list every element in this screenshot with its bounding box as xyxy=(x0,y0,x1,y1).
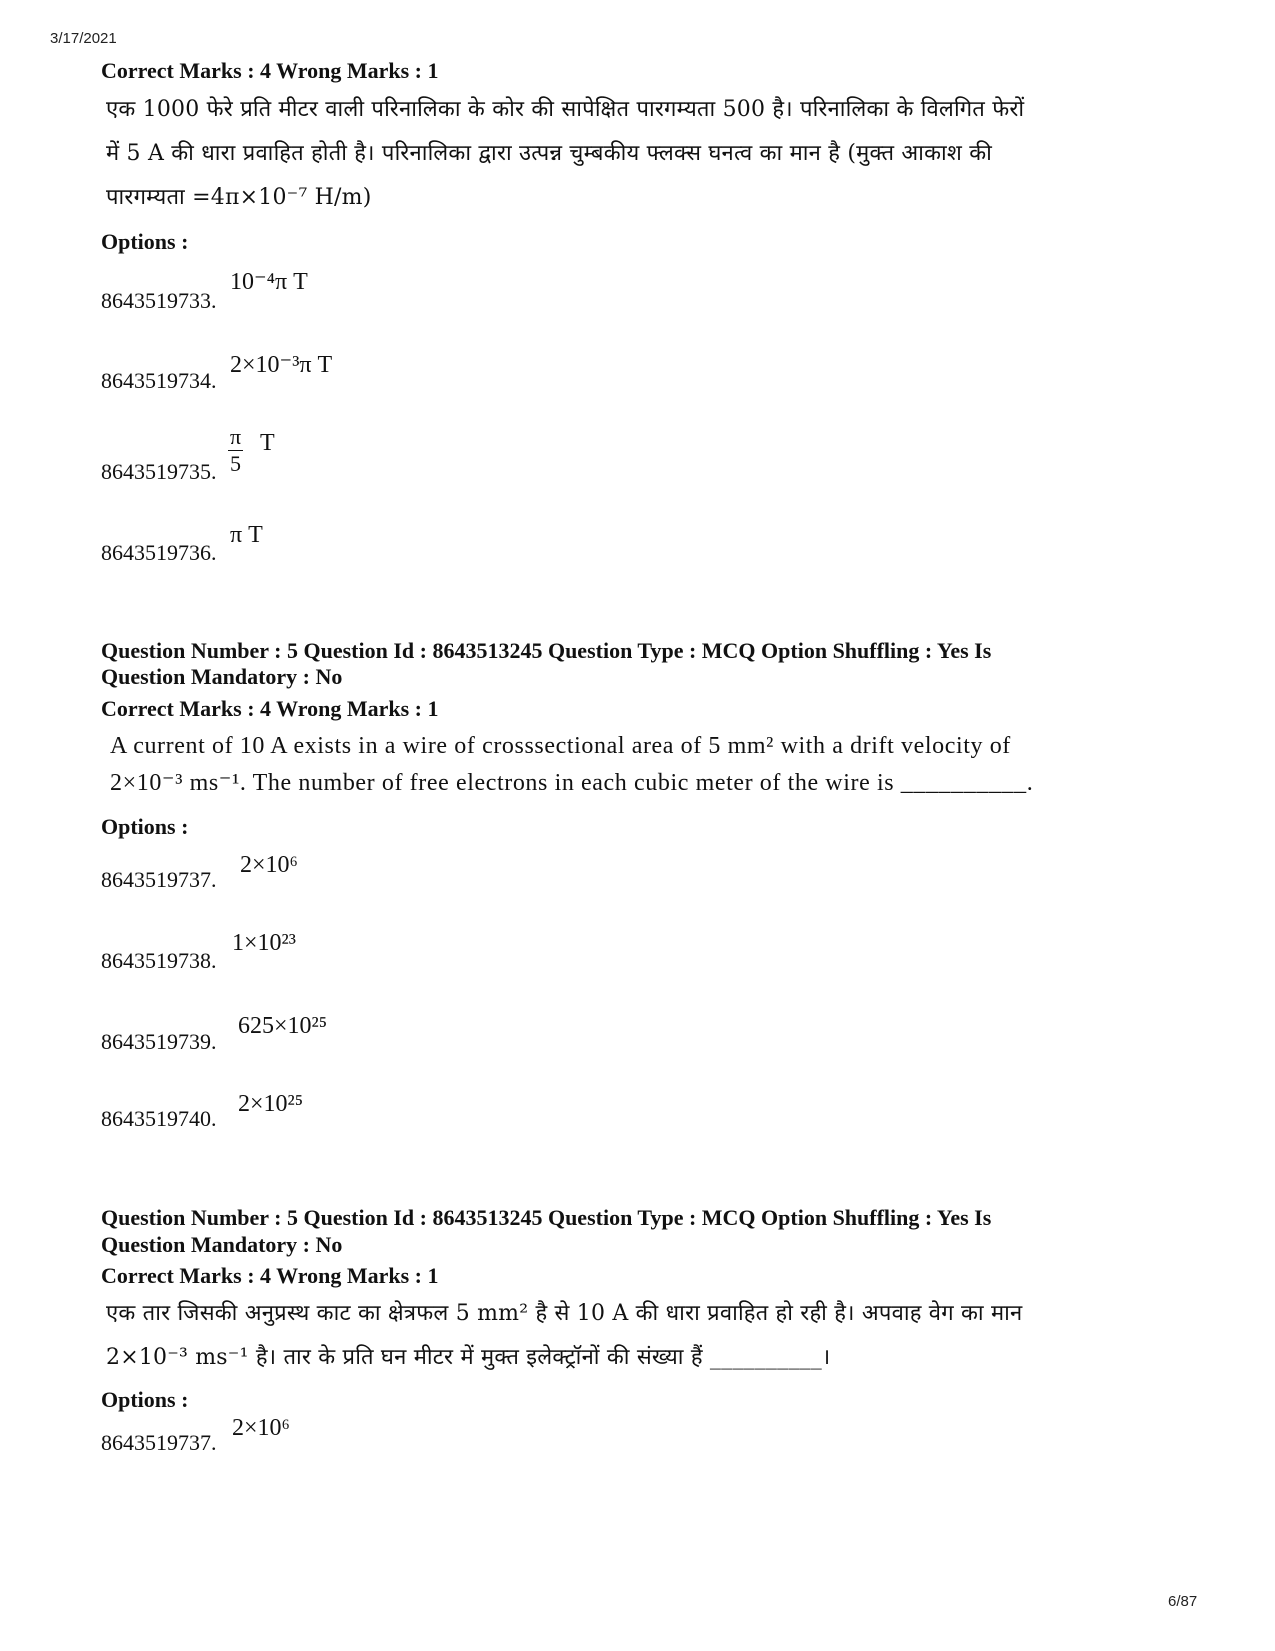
option-value: 2×10⁻³π T xyxy=(230,352,333,378)
question-header: Question Mandatory : No xyxy=(101,1232,343,1257)
fraction-denominator: 5 xyxy=(230,451,242,476)
question-line: एक तार जिसकी अनुप्रस्थ काट का क्षेत्रफल 5 mm² है से 10 A की धारा प्रवाहित हो रही है। अपवाह वेग का मान xyxy=(106,1301,1023,1326)
question-text xyxy=(110,728,1175,802)
option-value: 10⁻⁴π T xyxy=(230,269,308,295)
option-id: 8643519740. xyxy=(101,1106,217,1131)
page-header-date: 3/17/2021 xyxy=(50,30,117,47)
question-header: Question Mandatory : No xyxy=(101,664,343,689)
option-id: 8643519733. xyxy=(101,288,217,313)
options-label: Options : xyxy=(101,814,189,839)
option-value: 2×10⁶ xyxy=(232,1415,290,1441)
option-id: 8643519737. xyxy=(101,1430,217,1455)
option-id: 8643519739. xyxy=(101,1029,217,1054)
question-line: में 5 A की धारा प्रवाहित होती है। परिनालिका द्वारा उत्पन्न चुम्बकीय फ्लक्स घनत्व का मान है (मुक्त आकाश की xyxy=(106,141,993,166)
option-value-fraction xyxy=(228,424,243,477)
option-id: 8643519737. xyxy=(101,867,217,892)
question-line: पारगम्यता =4π×10⁻⁷ H/m) xyxy=(106,185,372,210)
question-line: एक 1000 फेरे प्रति मीटर वाली परिनालिका के कोर की सापेक्षित पारगम्यता 500 है। परिनालिका के विलगित फेरों xyxy=(106,97,1025,122)
fraction-numerator: π xyxy=(230,424,242,449)
options-label: Options : xyxy=(101,229,189,254)
option-id: 8643519738. xyxy=(101,948,217,973)
option-value: 1×10²³ xyxy=(232,930,296,956)
marks-line: Correct Marks : 4 Wrong Marks : 1 xyxy=(101,696,439,721)
question-text xyxy=(106,88,1176,220)
question-text xyxy=(106,1292,1176,1380)
question-line: 2×10⁻³ ms⁻¹ है। तार के प्रति घन मीटर में मुक्त इलेक्ट्रॉनों की संख्या हैं __________। xyxy=(106,1345,831,1370)
question-line: 2×10⁻³ ms⁻¹. The number of free electrons in each cubic meter of the wire is __________. xyxy=(110,770,1034,796)
option-id: 8643519735. xyxy=(101,459,217,484)
question-line: A current of 10 A exists in a wire of crosssectional area of 5 mm² with a drift velocity of xyxy=(110,733,1011,759)
option-unit: T xyxy=(260,430,275,456)
page-number: 6/87 xyxy=(1168,1593,1198,1610)
option-value: 2×10²⁵ xyxy=(238,1091,304,1117)
option-value: 625×10²⁵ xyxy=(238,1013,328,1039)
option-value: 2×10⁶ xyxy=(240,852,298,878)
marks-line: Correct Marks : 4 Wrong Marks : 1 xyxy=(101,58,439,83)
marks-line: Correct Marks : 4 Wrong Marks : 1 xyxy=(101,1263,439,1288)
options-label: Options : xyxy=(101,1387,189,1412)
option-id: 8643519736. xyxy=(101,540,217,565)
option-value: π T xyxy=(230,522,263,548)
option-id: 8643519734. xyxy=(101,368,217,393)
question-header: Question Number : 5 Question Id : 8643513245 Question Type : MCQ Option Shuffling : Yes Is xyxy=(101,638,992,663)
question-header: Question Number : 5 Question Id : 8643513245 Question Type : MCQ Option Shuffling : Yes Is xyxy=(101,1205,992,1230)
